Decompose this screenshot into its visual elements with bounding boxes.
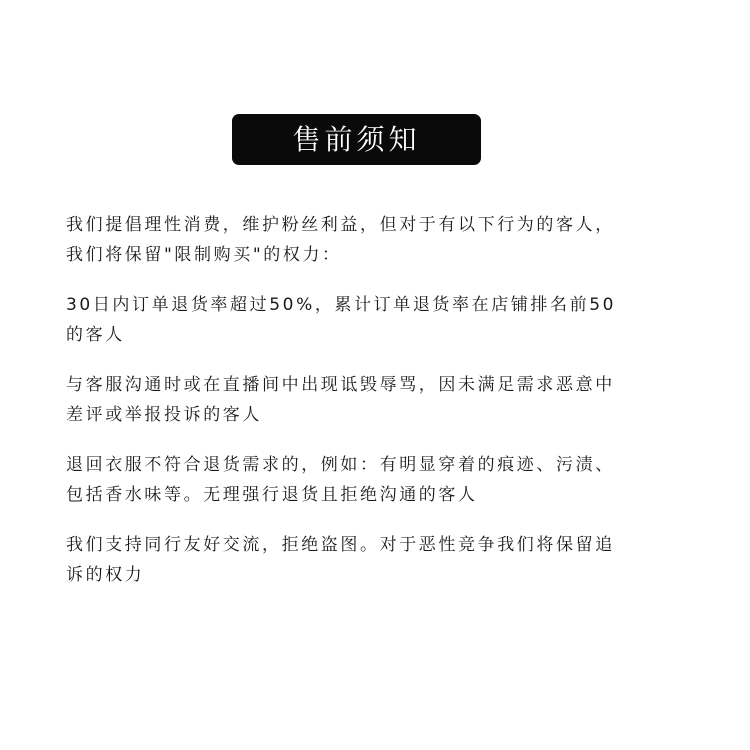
paragraph-line: 的客人 (66, 325, 125, 345)
rule-return-rate (66, 290, 706, 350)
paragraph-line: 差评或举报投诉的客人 (66, 405, 262, 425)
paragraph-line: 诉的权力 (66, 565, 145, 585)
paragraph-line: 包括香水味等。无理强行退货且拒绝沟通的客人 (66, 485, 478, 505)
paragraph-line: 我们支持同行友好交流，拒绝盗图。对于恶性竞争我们将保留追 (66, 535, 615, 555)
paragraph-line: 我们将保留"限制购买"的权力： (66, 245, 342, 265)
rule-abuse (66, 370, 706, 430)
title-badge (232, 114, 481, 165)
intro-paragraph (66, 210, 706, 270)
notice-content (66, 210, 706, 590)
rule-image-theft (66, 530, 706, 590)
paragraph-line: 我们提倡理性消费，维护粉丝利益，但对于有以下行为的客人， (66, 215, 615, 235)
paragraph-line: 退回衣服不符合退货需求的，例如：有明显穿着的痕迹、污渍、 (66, 455, 615, 475)
rule-worn-returns (66, 450, 706, 510)
page-title: 售前须知 (292, 122, 421, 156)
paragraph-line: 与客服沟通时或在直播间中出现诋毁辱骂，因未满足需求恶意中 (66, 375, 615, 395)
paragraph-line: 30日内订单退货率超过50%，累计订单退货率在店铺排名前50 (66, 295, 617, 315)
